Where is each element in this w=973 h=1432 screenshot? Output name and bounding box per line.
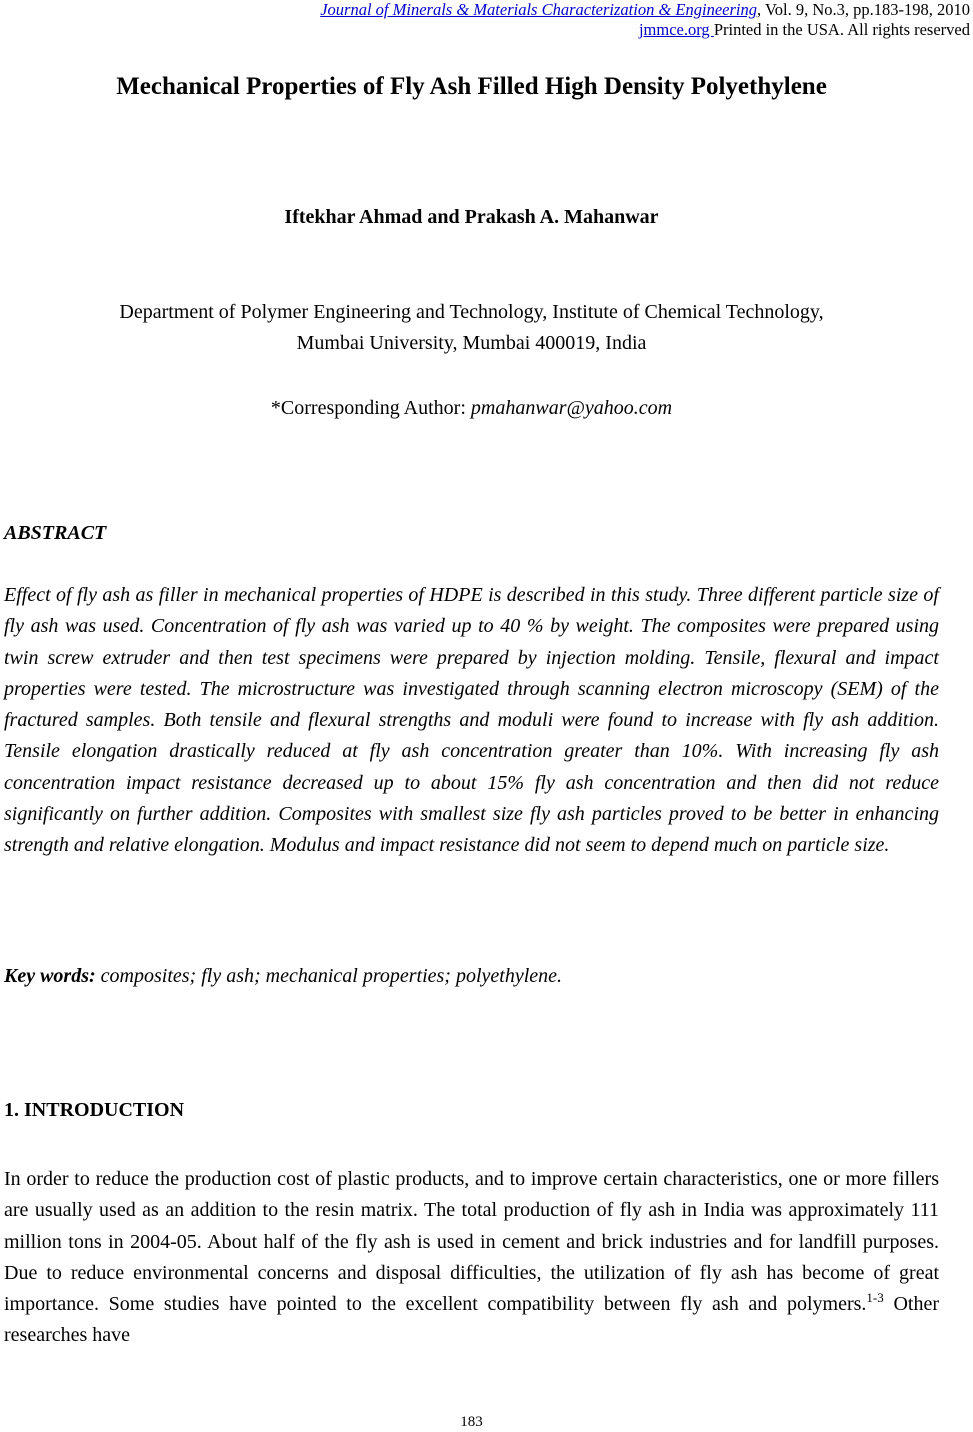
corresponding-email: pmahanwar@yahoo.com	[470, 397, 673, 419]
corresponding-label: *Corresponding Author:	[270, 397, 471, 419]
paper-authors: Iftekhar Ahmad and Prakash A. Mahanwar	[284, 206, 659, 228]
introduction-text	[4, 1164, 939, 1352]
introduction-heading: 1. INTRODUCTION	[4, 1099, 185, 1121]
introduction-body: In order to reduce the production cost of plastic products, and to improve certain characteristics, one or more fillers are usually used as an addition to the resin matrix. The total production of fly ash in India was approximately 111 million tons in 2004-05. About half of the fly ash is used in cement and brick industries and for landfill purposes. Due to reduce environmental concerns and disposal difficulties, the utilization of fly ash has become of great importance. Some studies have pointed to the excellent compatibility between fly ash and polymers.	[4, 1168, 939, 1316]
abstract-heading: ABSTRACT	[4, 522, 107, 544]
abstract-text: Effect of fly ash as filler in mechanical properties of HDPE is described in this study. Three different particle size of fly ash was used. Concentration of fly ash was varied up to 40 % by weight. The composites were prepared using twin screw extruder and then test specimens were prepared by injection molding. Tensile, flexural and impact properties were tested. The microstructure was investigated through scanning electron microscopy (SEM) of the fractured samples. Both tensile and flexural strengths and moduli were found to increase with fly ash addition. Tensile elongation drastically reduced at fly ash concentration greater than 10%. With increasing fly ash concentration impact resistance decreased up to about 15% fly ash concentration and then did not reduce significantly on further addition. Composites with smallest size fly ash particles proved to be better in enhancing strength and relative elongation. Modulus and impact resistance did not seem to depend much on particle size.	[4, 584, 939, 857]
journal-header	[320, 0, 970, 20]
corresponding-author	[0, 394, 943, 422]
introduction-body-continued: Other researches have	[4, 1293, 939, 1347]
journal-link[interactable]: Journal of Minerals & Materials Characterization & Engineering	[320, 0, 757, 19]
volume-info: , Vol. 9, No.3, pp.183-198, 2010	[757, 0, 970, 19]
paper-title: Mechanical Properties of Fly Ash Filled High Density Polyethylene	[116, 73, 827, 100]
page-number: 183	[460, 1414, 483, 1430]
rights-header	[639, 20, 970, 40]
affiliation-line-1: Department of Polymer Engineering and Technology, Institute of Chemical Technology,	[119, 301, 824, 323]
affiliation-line-2: Mumbai University, Mumbai 400019, India	[296, 332, 647, 354]
rights-text: Printed in the USA. All rights reserved	[713, 20, 970, 39]
affiliation	[0, 297, 943, 359]
keywords-label: Key words:	[4, 965, 96, 987]
site-link[interactable]: jmmce.org	[638, 20, 714, 39]
keywords	[4, 962, 562, 990]
keywords-text: composites; fly ash; mechanical properties; polyethylene.	[95, 965, 563, 987]
citation-superscript: 1-3	[866, 1290, 884, 1306]
